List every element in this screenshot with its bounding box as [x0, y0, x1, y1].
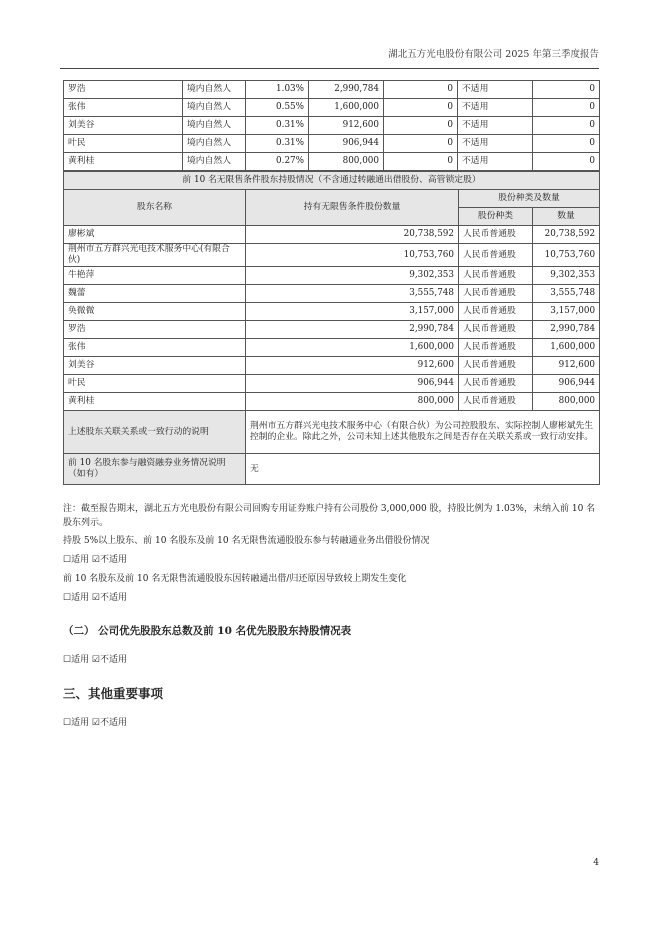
shareholder-type: 境内自然人 — [183, 99, 246, 117]
share-kind: 人民币普通股 — [459, 244, 533, 267]
shareholder-type: 境内自然人 — [183, 117, 246, 135]
pledge-count: 0 — [533, 135, 600, 153]
share-count: 912,600 — [533, 357, 600, 375]
holding-percentage: 0.31% — [246, 117, 309, 135]
shareholder-name: 黄利桂 — [64, 153, 183, 171]
section2-title: （二） 公司优先股股东总数及前 10 名优先股股东持股情况表 — [63, 625, 352, 637]
share-count: 3,157,000 — [533, 303, 600, 321]
unrestricted-qty: 3,157,000 — [246, 303, 459, 321]
share-count: 906,944 — [533, 375, 600, 393]
share-kind: 人民币普通股 — [459, 267, 533, 285]
pledge-count: 0 — [533, 99, 600, 117]
note-change-title: 前 10 名股东及前 10 名无限售流通股股东因转融通出借/归还原因导致较上期发生变化 — [63, 574, 407, 584]
share-kind: 人民币普通股 — [459, 226, 533, 244]
note-change-check: ☐适用 ☑不适用 — [63, 593, 127, 603]
shares-held: 906,944 — [309, 135, 384, 153]
unrestricted-qty: 20,738,592 — [246, 226, 459, 244]
shareholder-type: 境内自然人 — [183, 153, 246, 171]
shareholder-type: 境内自然人 — [183, 81, 246, 99]
restricted-shares: 0 — [384, 117, 458, 135]
col-header-count: 数量 — [533, 208, 600, 226]
shareholder-name: 张伟 — [64, 99, 183, 117]
shareholder-name: 廖彬斌 — [64, 226, 246, 244]
pledge-status: 不适用 — [458, 81, 533, 99]
pledge-status: 不适用 — [458, 99, 533, 117]
shareholder-name: 刘美谷 — [64, 357, 246, 375]
share-kind: 人民币普通股 — [459, 285, 533, 303]
note-lending-check: ☐适用 ☑不适用 — [63, 555, 127, 565]
relation-label: 上述股东关联关系或一致行动的说明 — [64, 411, 246, 454]
shares-held: 2,990,784 — [309, 81, 384, 99]
holding-percentage: 0.55% — [246, 99, 309, 117]
pledge-status: 不适用 — [458, 153, 533, 171]
table-row — [64, 321, 600, 339]
table-row — [64, 153, 600, 171]
table-row — [64, 117, 600, 135]
pledge-count: 0 — [533, 153, 600, 171]
shareholder-name: 罗浩 — [64, 321, 246, 339]
shareholder-name: 叶民 — [64, 375, 246, 393]
holding-percentage: 1.03% — [246, 81, 309, 99]
section3-check: ☐适用 ☑不适用 — [63, 718, 127, 728]
shares-held: 1,600,000 — [309, 99, 384, 117]
unrestricted-qty: 3,555,748 — [246, 285, 459, 303]
col-header-kind: 股份种类 — [459, 208, 533, 226]
table-row — [64, 81, 600, 99]
col-header-name: 股东名称 — [64, 190, 246, 226]
table-row — [64, 244, 600, 267]
share-kind: 人民币普通股 — [459, 375, 533, 393]
share-kind: 人民币普通股 — [459, 321, 533, 339]
note-lending-title: 持股 5%以上股东、前 10 名股东及前 10 名无限售流通股股东参与转融通业务出借股份情况 — [63, 536, 430, 546]
table-row — [64, 303, 600, 321]
table-row — [64, 135, 600, 153]
pledge-status: 不适用 — [458, 135, 533, 153]
unrestricted-qty: 800,000 — [246, 393, 459, 411]
shares-held: 800,000 — [309, 153, 384, 171]
pledge-count: 0 — [533, 81, 600, 99]
section2-check: ☐适用 ☑不适用 — [63, 655, 127, 665]
top-shareholders-table — [63, 80, 600, 171]
shareholder-name: 牛艳萍 — [64, 267, 246, 285]
table-row — [64, 393, 600, 411]
share-count: 800,000 — [533, 393, 600, 411]
report-header: 湖北五方光电股份有限公司 2025 年第三季度报告 — [60, 46, 599, 69]
unrestricted-qty: 1,600,000 — [246, 339, 459, 357]
shareholder-name: 张伟 — [64, 339, 246, 357]
share-kind: 人民币普通股 — [459, 357, 533, 375]
share-count: 9,302,353 — [533, 267, 600, 285]
shareholder-name: 奂微微 — [64, 303, 246, 321]
shares-held: 912,600 — [309, 117, 384, 135]
section3-title: 三、其他重要事项 — [63, 686, 164, 701]
unrestricted-qty: 2,990,784 — [246, 321, 459, 339]
col-header-qty: 持有无限售条件股份数量 — [246, 190, 459, 226]
margin-text: 无 — [246, 454, 600, 485]
unrestricted-table-title: 前 10 名无限售条件股东持股情况（不含通过转融通出借股份、高管锁定股） — [64, 172, 600, 190]
table-row — [64, 267, 600, 285]
table-row — [64, 226, 600, 244]
col-header-class: 股份种类及数量 — [459, 190, 600, 208]
share-count: 3,555,748 — [533, 285, 600, 303]
shareholder-name: 魏蕾 — [64, 285, 246, 303]
unrestricted-shareholders-table — [63, 171, 600, 485]
shareholder-name: 荆州市五方群兴光电技术服务中心(有限合伙) — [64, 244, 246, 267]
share-count: 2,990,784 — [533, 321, 600, 339]
shareholder-type: 境内自然人 — [183, 135, 246, 153]
unrestricted-qty: 10,753,760 — [246, 244, 459, 267]
relation-text: 荆州市五方群兴光电技术服务中心（有限合伙）为公司控股股东、实际控制人廖彬斌先生控制的企业。除此之外，公司未知上述其他股东之间是否存在关联关系或一致行动安排。 — [246, 411, 600, 454]
holding-percentage: 0.27% — [246, 153, 309, 171]
table-row — [64, 285, 600, 303]
note-repurchase: 注：截至报告期末，湖北五方光电股份有限公司回购专用证券账户持有公司股份 3,000,000 股，持股比例为 1.03%，未纳入前 10 名股东列示。 — [63, 504, 596, 528]
restricted-shares: 0 — [384, 153, 458, 171]
table-row — [64, 339, 600, 357]
pledge-status: 不适用 — [458, 117, 533, 135]
share-kind: 人民币普通股 — [459, 393, 533, 411]
table-row — [64, 99, 600, 117]
share-kind: 人民币普通股 — [459, 303, 533, 321]
margin-label: 前 10 名股东参与融资融券业务情况说明（如有） — [64, 454, 246, 485]
unrestricted-qty: 9,302,353 — [246, 267, 459, 285]
restricted-shares: 0 — [384, 99, 458, 117]
shareholder-name: 黄利桂 — [64, 393, 246, 411]
pledge-count: 0 — [533, 117, 600, 135]
share-count: 20,738,592 — [533, 226, 600, 244]
table-row — [64, 357, 600, 375]
shareholder-name: 叶民 — [64, 135, 183, 153]
restricted-shares: 0 — [384, 135, 458, 153]
unrestricted-qty: 912,600 — [246, 357, 459, 375]
shareholder-name: 刘美谷 — [64, 117, 183, 135]
share-kind: 人民币普通股 — [459, 339, 533, 357]
share-count: 10,753,760 — [533, 244, 600, 267]
shareholder-name: 罗浩 — [64, 81, 183, 99]
unrestricted-qty: 906,944 — [246, 375, 459, 393]
page-number: 4 — [593, 858, 599, 868]
share-count: 1,600,000 — [533, 339, 600, 357]
restricted-shares: 0 — [384, 81, 458, 99]
holding-percentage: 0.31% — [246, 135, 309, 153]
table-row — [64, 375, 600, 393]
